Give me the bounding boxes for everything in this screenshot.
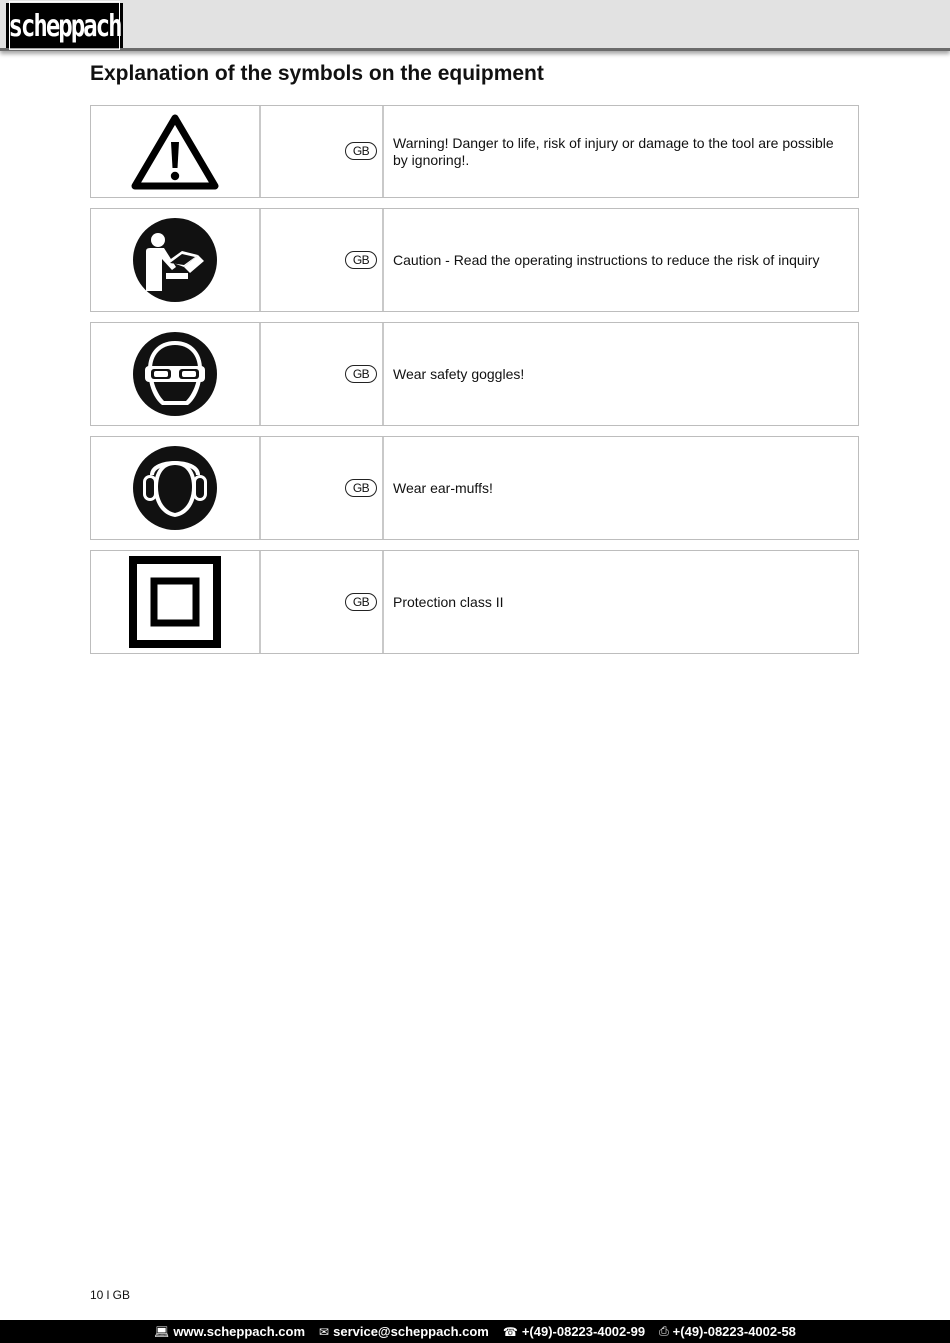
scheppach-logo [6,3,123,48]
symbol-lang-cell [261,323,384,425]
symbol-lang-cell [261,551,384,653]
symbol-row-protection-class [90,550,859,654]
page-title: Explanation of the symbols on the equipment [90,62,544,85]
computer-icon: 💻︎ [154,1324,170,1339]
protection-class-ii-icon [129,556,221,648]
fax-number: +(49)-08223-4002-58 [672,1324,796,1339]
ear-muffs-icon [132,445,218,531]
symbol-lang-cell [261,106,384,197]
fax-icon: ⎙ [659,1324,669,1338]
symbol-lang-cell [261,437,384,539]
website-link[interactable]: www.scheppach.com [173,1324,306,1339]
language-badge: GB [345,479,377,497]
header-bar [0,0,950,51]
language-badge: GB [345,142,377,160]
language-badge: GB [345,365,377,383]
symbol-icon-cell [91,323,261,425]
page-number: 10 l GB [90,1288,131,1302]
footer-email[interactable] [319,1324,489,1339]
symbol-description: Wear ear-muffs! [393,479,493,496]
symbol-row-safety-goggles [90,322,859,426]
footer-bar [0,1320,950,1343]
symbol-description: Warning! Danger to life, risk of injury or damage to the tool are possible by ignoring!. [393,135,834,168]
symbol-icon-cell [91,551,261,653]
phone-number: +(49)-08223-4002-99 [521,1324,646,1339]
logo-text: scheppach [9,1,120,50]
footer-phone [503,1324,645,1339]
symbol-description: Protection class II [393,593,504,610]
symbol-lang-cell [261,209,384,311]
footer-website[interactable] [154,1324,305,1339]
language-badge: GB [345,593,377,611]
symbol-icon-cell [91,209,261,311]
symbol-row-ear-muffs [90,436,859,540]
read-manual-icon [132,217,218,303]
email-link[interactable]: service@scheppach.com [333,1324,489,1339]
envelope-icon: ✉︎ [319,1324,330,1339]
symbol-icon-cell [91,437,261,539]
phone-icon: ☎ [502,1324,518,1339]
language-badge: GB [345,251,377,269]
warning-triangle-icon [131,112,219,192]
symbol-row-warning [90,105,859,198]
symbol-row-read-manual [90,208,859,312]
symbol-description: Caution - Read the operating instructions to reduce the risk of inquiry [393,251,820,268]
symbol-icon-cell [91,106,261,197]
safety-goggles-icon [132,331,218,417]
symbol-description: Wear safety goggles! [393,365,525,382]
footer-fax [659,1324,796,1339]
